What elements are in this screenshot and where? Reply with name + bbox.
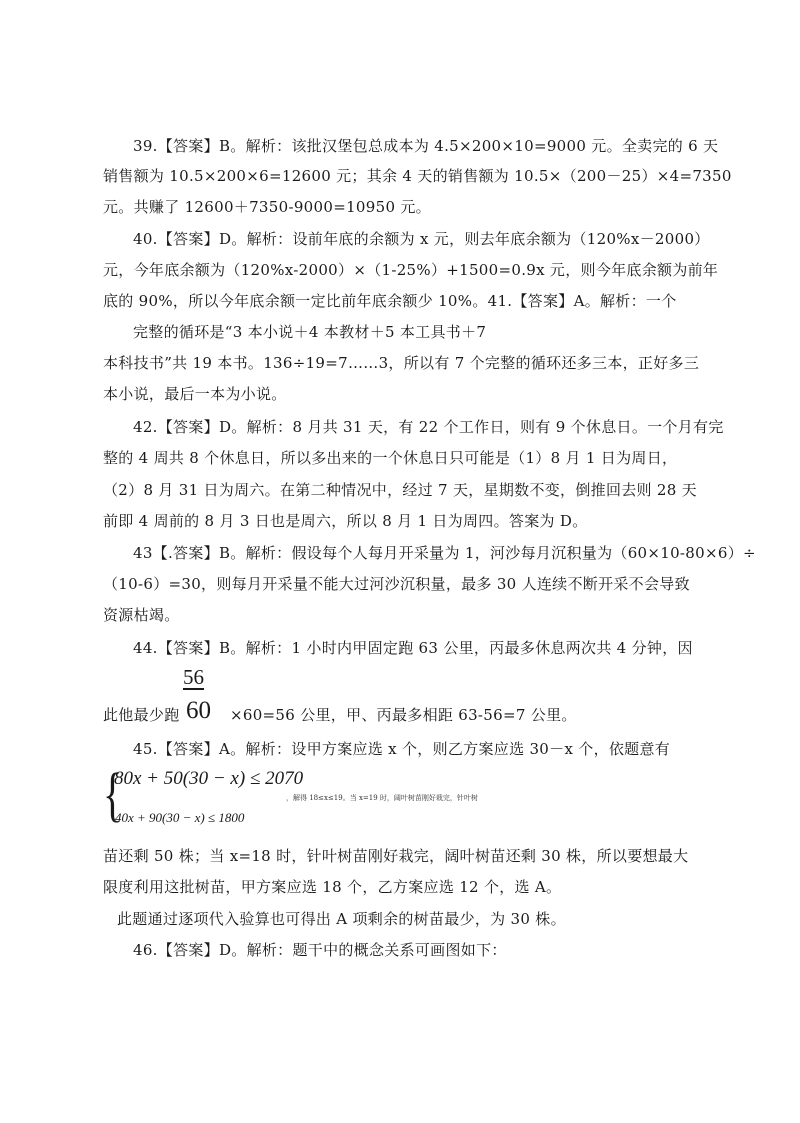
answer-46-line-1: 46.【答案】D。解析：题干中的概念关系可画图如下：: [133, 941, 507, 959]
answer-40-line-2: 元，今年底余额为（120%x-2000）×（1-25%）+1500=0.9x 元，则今年底余额为前年: [103, 261, 719, 279]
answer-40-line-3: 底的 90%，所以今年底余额一定比前年底余额少 10%。41.【答案】A。解析：一个: [103, 292, 677, 310]
inequality-note: ，解得 18≤x≤19。当 x=19 时，阔叶树苗刚好栽完，针叶树: [286, 794, 478, 802]
answer-44-line-1: 44.【答案】B。解析：1 小时内甲固定跑 63 公里，丙最多休息两次共 4 分钟，因: [133, 639, 693, 657]
answer-43-line-3: 资源枯竭。: [103, 606, 180, 624]
answer-43-line-1: 43【.答案】B。解析：假设每个人每月开采量为 1，河沙每月沉积量为（60×10-80×6）÷: [133, 544, 756, 562]
answer-39-line-2: 销售额为 10.5×200×6=12600 元；其余 4 天的销售额为 10.5×（200－25）×4=7350: [103, 167, 732, 185]
fraction-denominator: 60: [186, 697, 211, 724]
inequality-1: 80x + 50(30 − x) ≤ 2070: [114, 768, 304, 789]
answer-45-line-3: 限度利用这批树苗，甲方案应选 18 个，乙方案应选 12 个，选 A。: [103, 878, 562, 896]
answer-43-line-2: （10-6）=30，则每月开采量不能大过河沙沉积量，最多 30 人连续不断开采不会导致: [103, 575, 690, 593]
answer-40-line-1: 40.【答案】D。解析：设前年底的余额为 x 元，则去年底余额为（120%x－2000）: [133, 230, 710, 248]
answer-39-line-1: 39.【答案】B。解析：该批汉堡包总成本为 4.5×200×10=9000 元。全卖完的 6 天: [133, 137, 719, 155]
answer-44-line-2a: 此他最少跑: [103, 706, 180, 724]
answer-45-line-4: 此题通过逐项代入验算也可得出 A 项剩余的树苗最少，为 30 株。: [117, 910, 566, 928]
inequality-2: 40x + 90(30 − x) ≤ 1800: [115, 810, 245, 825]
answer-45-line-2: 苗还剩 50 株；当 x=18 时，针叶树苗刚好栽完，阔叶树苗还剩 30 株，所以要想最大: [103, 847, 689, 865]
answer-42-line-3: （2）8 月 31 日为周六。在第二种情况中，经过 7 天，星期数不变，倒推回去则 28 天: [103, 481, 697, 499]
answer-41-line-1: 完整的循环是“3 本小说＋4 本教材＋5 本工具书＋7: [133, 323, 487, 341]
answer-39-line-3: 元。共赚了 12600＋7350-9000=10950 元。: [103, 198, 431, 216]
answer-44-line-2b: ×60=56 公里，甲、丙最多相距 63-56=7 公里。: [230, 706, 577, 724]
fraction-numerator: 56: [183, 665, 204, 689]
answer-42-line-2: 整的 4 周共 8 个休息日，所以多出来的一个休息日只可能是（1）8 月 1 日为周日，: [103, 449, 678, 467]
answer-42-line-1: 42.【答案】D。解析：8 月共 31 天，有 22 个工作日，则有 9 个休息日。一个月有完: [133, 418, 724, 436]
answer-42-line-4: 前即 4 周前的 8 月 3 日也是周六，所以 8 月 1 日为周四。答案为 D。: [103, 512, 588, 530]
answer-41-line-3: 本小说，最后一本为小说。: [103, 385, 287, 403]
system-brace: {: [103, 760, 123, 828]
answer-41-line-2: 本科技书”共 19 本书。136÷19=7……3，所以有 7 个完整的循环还多三本，正好多三: [103, 354, 700, 372]
answer-45-line-1: 45.【答案】A。解析：设甲方案应选 x 个，则乙方案应选 30－x 个，依题意有: [133, 740, 671, 758]
